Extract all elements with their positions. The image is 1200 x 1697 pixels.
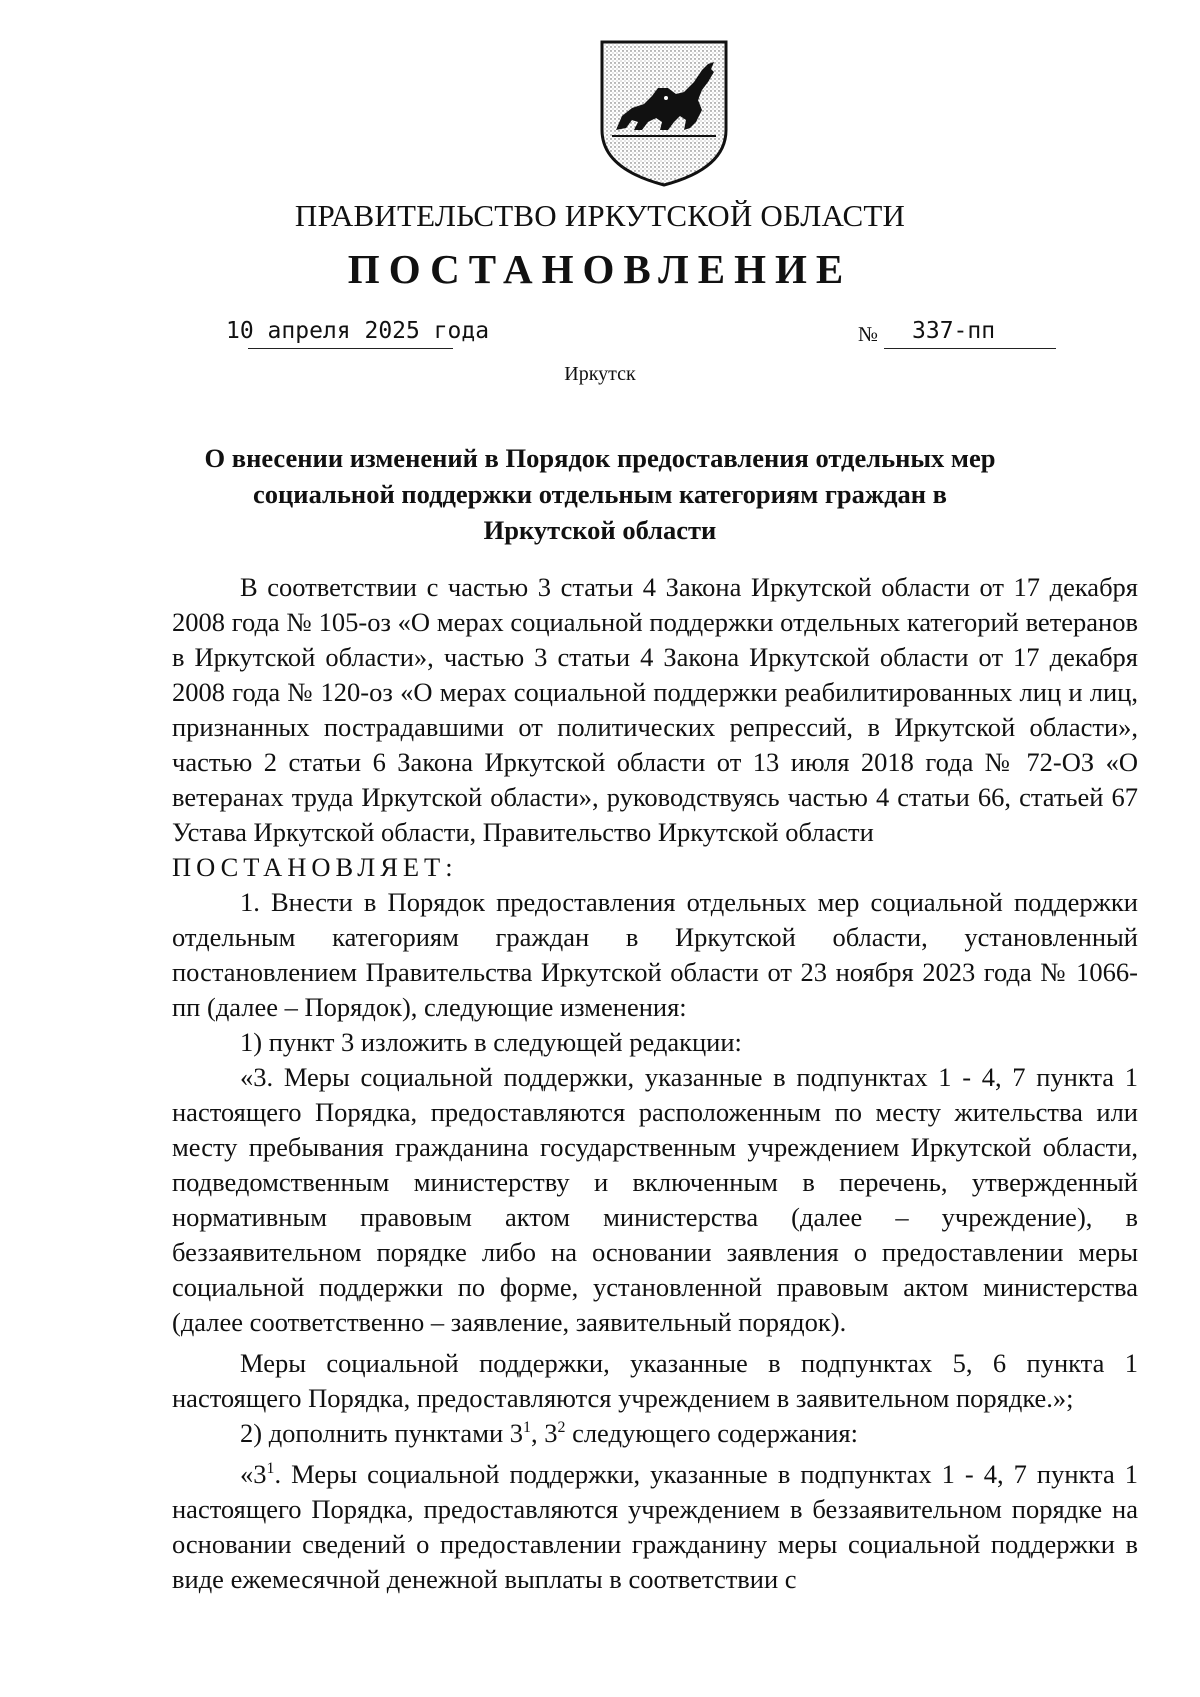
point-3-second-paragraph: Меры социальной поддержки, указанные в подпунктах 5, 6 пункта 1 настоящего Порядка, предоставляются учреждением в заявительном порядке.»; xyxy=(172,1348,1138,1413)
document-title xyxy=(200,440,1000,548)
resolves-heading: ПОСТАНОВЛЯЕТ: xyxy=(172,852,458,882)
title-line-1: О внесении изменений в Порядок предоставления отдельных мер xyxy=(204,443,996,473)
number-underline xyxy=(884,348,1056,349)
document-date: 10 апреля 2025 года xyxy=(226,318,490,344)
item-1-paragraph: 1. Внести в Порядок предоставления отдельных мер социальной поддержки отдельным категориям граждан в Иркутской области, установленный постановлением Правительства Иркутской области от 23 ноября 2023 года № 1066-пп (далее – Порядок), следующие изменения: xyxy=(172,887,1138,1022)
document-type: ПОСТАНОВЛЕНИЕ xyxy=(347,246,853,292)
point-3-1-superscript: 1 xyxy=(266,1460,275,1478)
coat-of-arms-icon xyxy=(598,38,730,188)
document-body xyxy=(172,570,1138,1597)
date-number-row xyxy=(0,318,1200,358)
title-line-2: социальной поддержки отдельным категориям граждан в xyxy=(253,479,947,509)
subitem-2-paragraph xyxy=(172,1416,1138,1451)
superscript-2: 2 xyxy=(557,1419,566,1437)
number-label: № xyxy=(858,322,879,346)
date-underline xyxy=(248,348,453,349)
subitem-2-mid: , 3 xyxy=(530,1418,558,1448)
document-number: 337-пп xyxy=(912,318,996,344)
subitem-1-paragraph: 1) пункт 3 изложить в следующей редакции: xyxy=(240,1027,742,1057)
point-3-paragraph: «3. Меры социальной поддержки, указанные в подпунктах 1 - 4, 7 пункта 1 настоящего Порядка, предоставляются расположенным по месту жительства или месту пребывания гражданина государственным учреждением Иркутской области, подведомственным министерству и включенным в перечень, утвержденный нормативным правовым актом министерства (далее – учреждение), в беззаявительном порядке либо на основании заявления о предоставлении меры социальной поддержки по форме, установленной правовым актом министерства (далее соответственно – заявление, заявительный порядок). xyxy=(172,1062,1138,1337)
point-3-1-paragraph xyxy=(172,1457,1138,1597)
government-name: ПРАВИТЕЛЬСТВО ИРКУТСКОЙ ОБЛАСТИ xyxy=(294,198,906,233)
city: Иркутск xyxy=(564,363,636,385)
subitem-2-prefix: 2) дополнить пунктами 3 xyxy=(240,1418,524,1448)
subitem-2-suffix: следующего содержания: xyxy=(565,1418,858,1448)
preamble-paragraph: В соответствии с частью 3 статьи 4 Закона Иркутской области от 17 декабря 2008 года № 105-оз «О мерах социальной поддержки отдельных категорий ветеранов в Иркутской области», частью 3 статьи 4 Закона Иркутской области от 17 декабря 2008 года № 120-оз «О мерах социальной поддержки реабилитированных лиц и лиц, признанных пострадавшими от политических репрессий, в Иркутской области», частью 2 статьи 6 Закона Иркутской области от 13 июля 2018 года № 72-ОЗ «О ветеранах труда Иркутской области», руководствуясь частью 4 статьи 66, статьей 67 Устава Иркутской области, Правительство Иркутской области xyxy=(172,572,1138,847)
point-3-1-text: . Меры социальной поддержки, указанные в подпунктах 1 - 4, 7 пункта 1 настоящего Порядка, предоставляются учреждением в беззаявительном порядке на основании сведений о предоставлении гражданину меры социальной поддержки в виде ежемесячной денежной выплаты в соответствии с xyxy=(172,1459,1138,1594)
title-line-3: Иркутской области xyxy=(483,515,717,545)
superscript-1: 1 xyxy=(523,1419,531,1437)
point-3-1-prefix: «3 xyxy=(240,1459,267,1489)
